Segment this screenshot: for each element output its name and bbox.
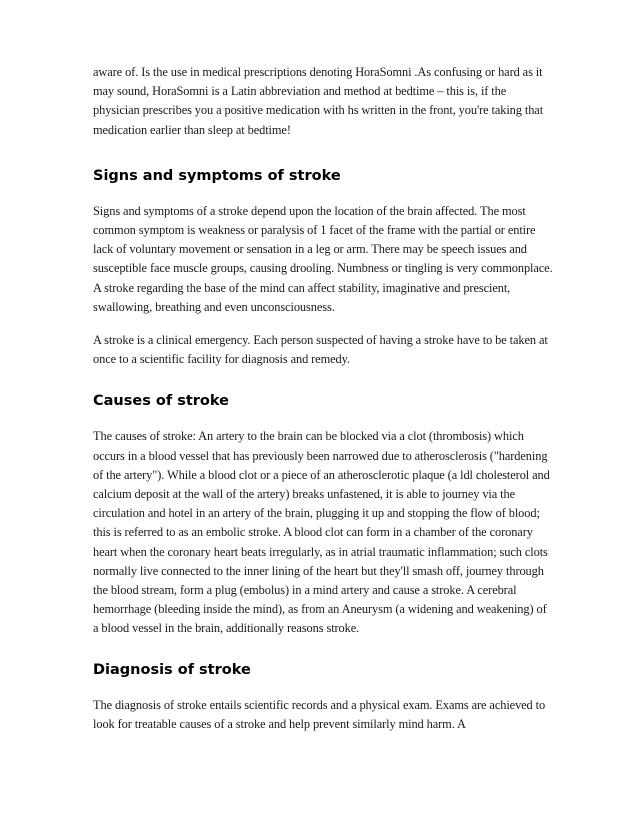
section-heading-signs-and-symptoms: Signs and symptoms of stroke xyxy=(93,167,341,184)
intro-paragraph: aware of. Is the use in medical prescriptions denoting HoraSomni .As confusing or hard as it may sound, HoraSomni is a Latin abbreviation and method at bedtime – this is, if the physician prescribes you a positive medication with hs written in the front, you're taking that medication earlier than sleep at bedtime! xyxy=(93,65,544,137)
causes-paragraph: The causes of stroke: An artery to the brain can be blocked via a clot (thrombosis) which occurs in a blood vessel that has previously been narrowed due to atherosclerosis ("hardening of the artery"). While a blood clot or a piece of an atherosclerotic plaque (a ldl cholesterol and calcium deposit at the wall of the artery) breaks unfastened, it is able to journey via the circulation and hotel in an artery of the brain, plugging it up and stopping the flow of blood; this is referred to as an embolic stroke. A blood clot can form in a chamber of the coronary heart when the coronary heart beats irregularly, as in atrial traumatic inflammation; such clots normally live connected to the inner lining of the heart but they'll smash off, journey through the blood stream, form a plug (embolus) in a mind artery and cause a stroke. A cerebral hemorrhage (bleeding inside the mind), as from an Aneurysm (a widening and weakening) of a blood vessel in the brain, additionally reasons stroke. xyxy=(93,429,550,636)
section-heading-causes: Causes of stroke xyxy=(93,393,229,410)
signs-paragraph-2: A stroke is a clinical emergency. Each person suspected of having a stroke have to be taken at once to a scientific facility for diagnosis and remedy. xyxy=(93,333,548,367)
document-body xyxy=(93,63,553,734)
signs-paragraph-1: Signs and symptoms of a stroke depend upon the location of the brain affected. The most common symptom is weakness or paralysis of 1 facet of the frame with the partial or entire lack of voluntary movement or sensation in a leg or arm. There may be speech issues and susceptible face muscle groups, causing drooling. Numbness or tingling is very commonplace. A stroke regarding the base of the mind can affect stability, imaginative and prescient, swallowing, breathing and even unconsciousness. xyxy=(93,203,553,314)
diagnosis-paragraph: The diagnosis of stroke entails scientific records and a physical exam. Exams are achieved to look for treatable causes of a stroke and help prevent similarly mind harm. A xyxy=(93,697,546,731)
section-heading-diagnosis: Diagnosis of stroke xyxy=(93,661,251,678)
